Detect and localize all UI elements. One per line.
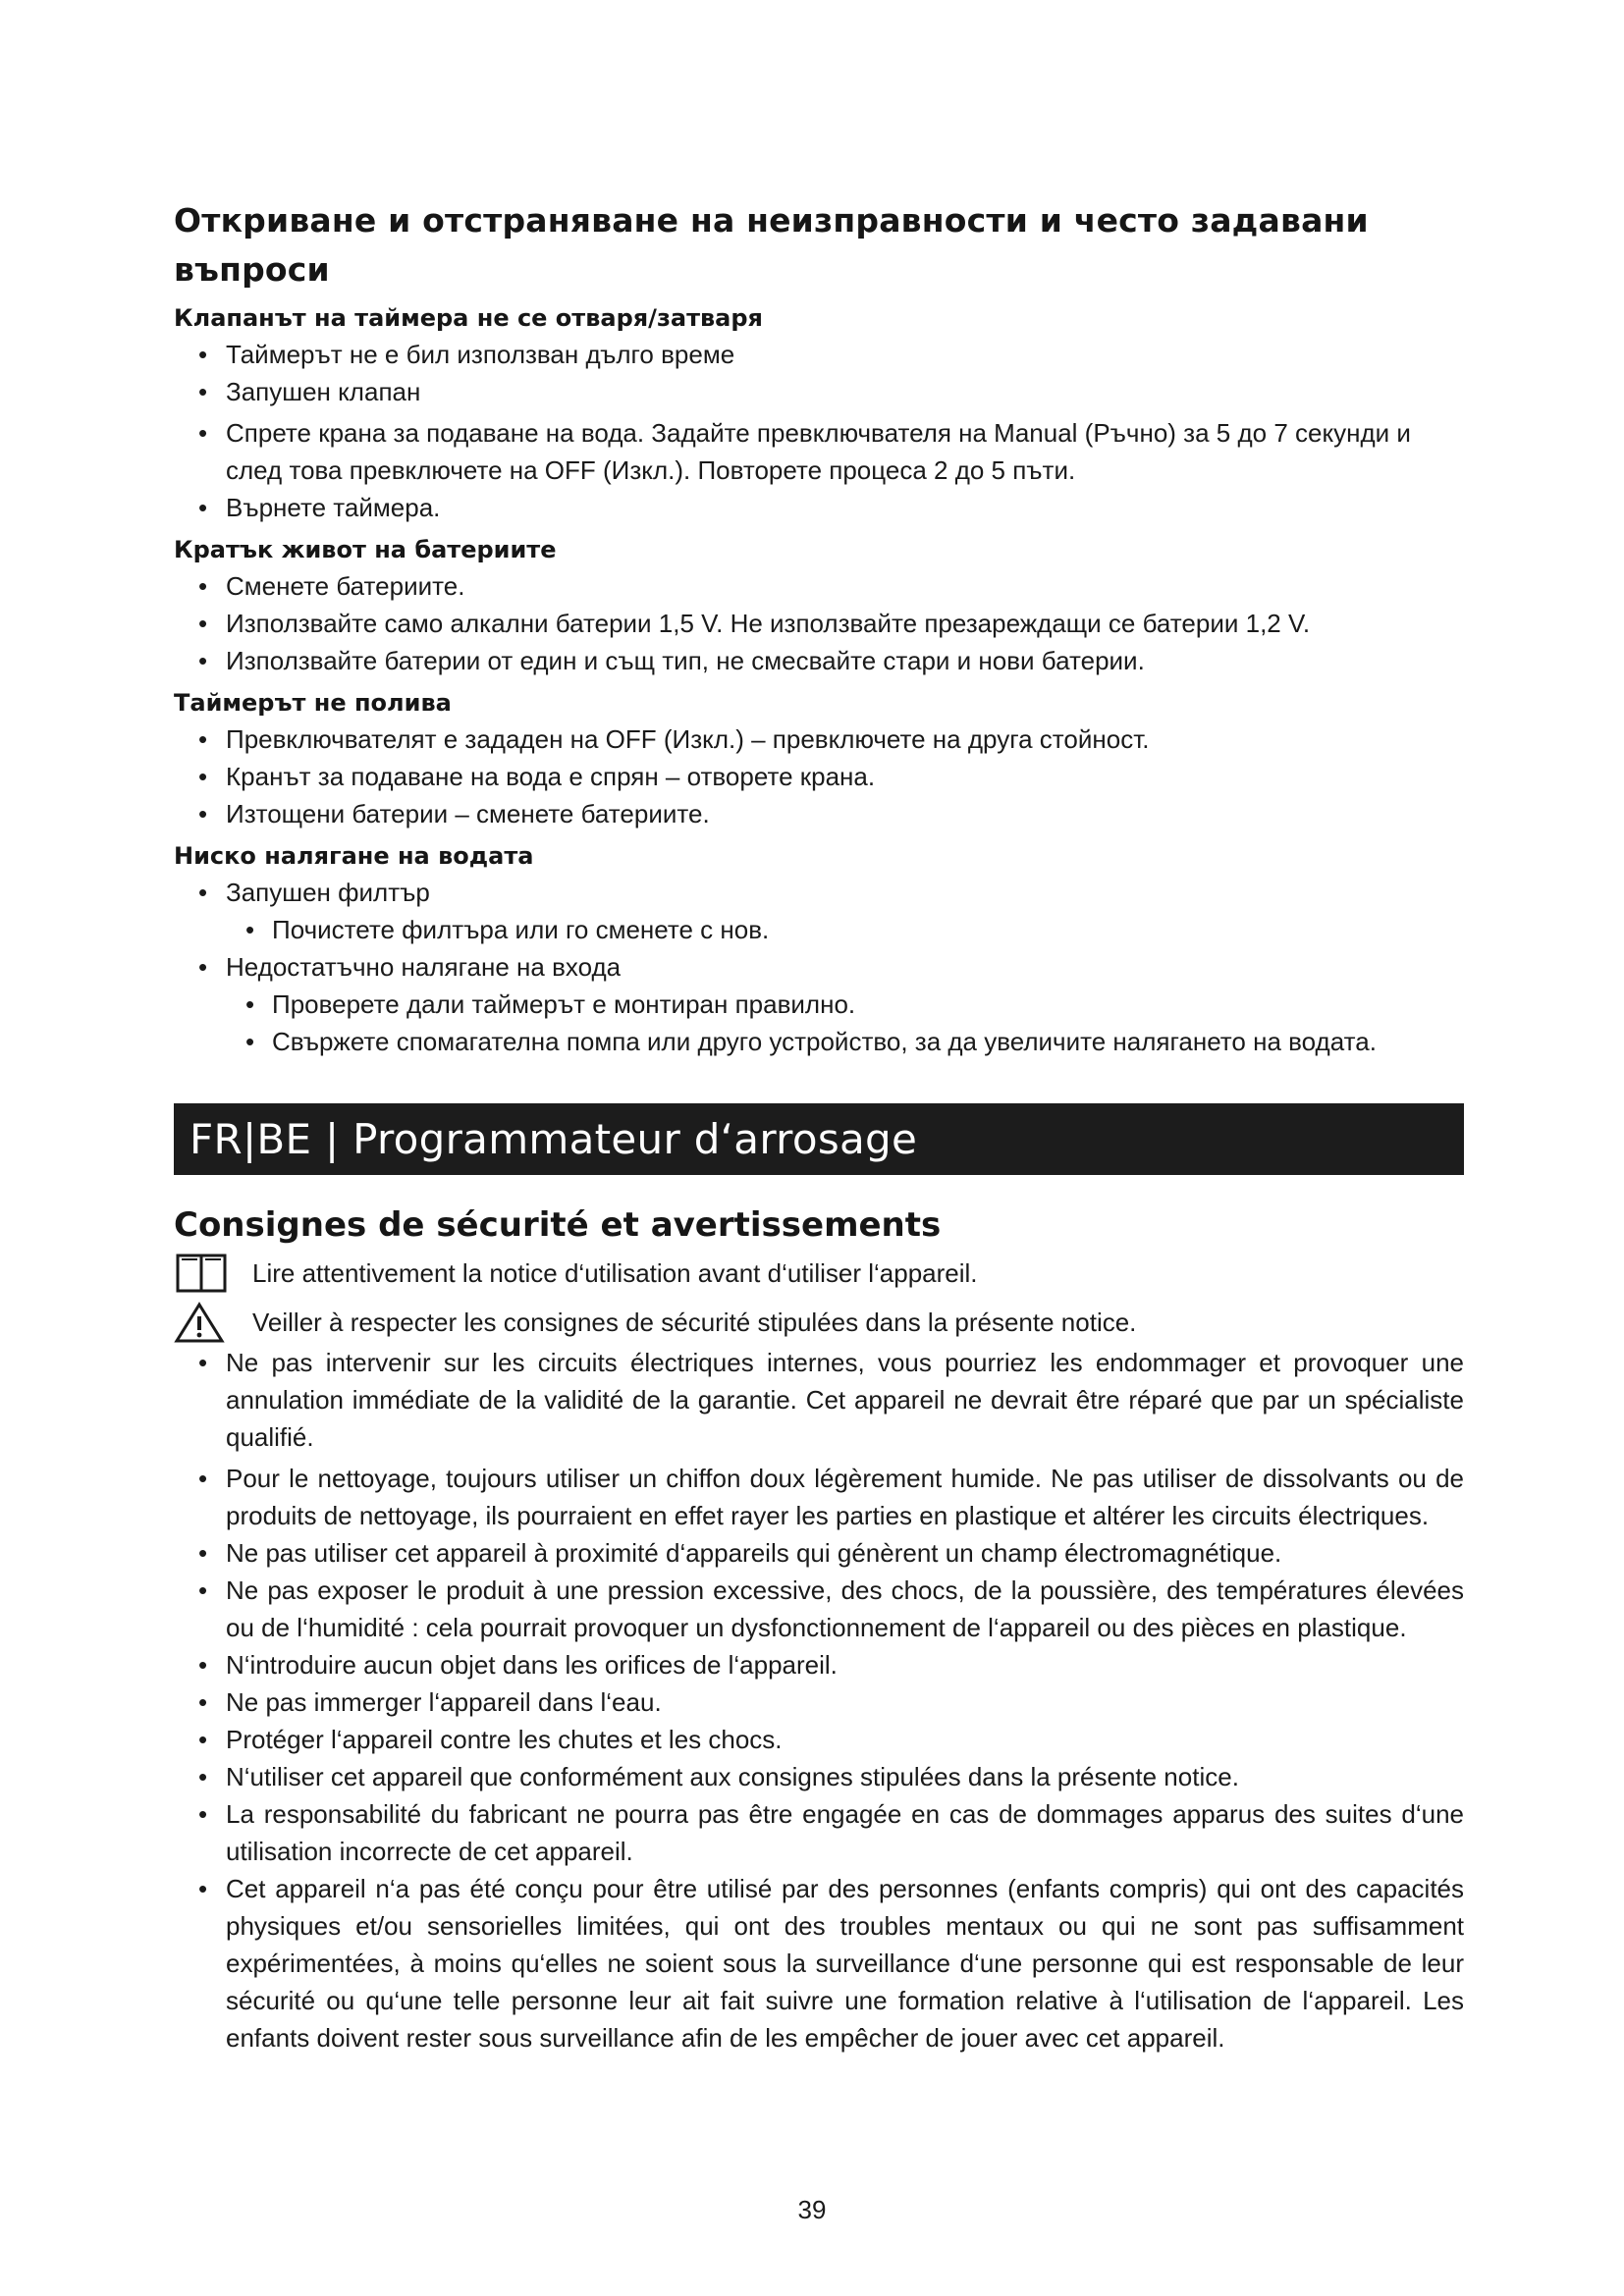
safety-title: Consignes de sécurité et avertissements (174, 1205, 942, 1245)
sub-bullet-list (226, 986, 1464, 1060)
section-heading: Ниско налягане на водата (174, 842, 534, 870)
list-item: • Ne pas immerger l‘appareil dans l‘eau. (174, 1683, 1464, 1721)
warning-text: Veiller à respecter les consignes de sécurité stipulées dans la présente notice. (252, 1308, 1137, 1337)
read-manual-text: Lire attentivement la notice d‘utilisation avant d‘utiliser l‘appareil. (252, 1258, 978, 1288)
list-item: • Ne pas exposer le produit à une pression excessive, des chocs, de la poussière, des températures élevées ou de l‘humidité : cela pourrait provoquer un dysfonctionnement de l‘appareil ou des pièces en plastique. (174, 1572, 1464, 1646)
list-item: • Protéger l‘appareil contre les chutes et les chocs. (174, 1721, 1464, 1758)
list-item: • La responsabilité du fabricant ne pourra pas être engagée en cas de dommages apparus des suites d‘une utilisation incorrecte de cet appareil. (174, 1795, 1464, 1870)
list-item: • Използвайте само алкални батерии 1,5 V. Не използвайте презареждащи се батерии 1,2 V. (174, 605, 1464, 642)
list-item: • N‘introduire aucun objet dans les orifices de l‘appareil. (174, 1646, 1464, 1683)
read-manual-note (174, 1252, 1464, 1295)
list-item: • Използвайте батерии от един и същ тип, не смесвайте стари и нови батерии. (174, 642, 1464, 679)
sub-list-item: • Почистете филтъра или го сменете с нов. (174, 911, 1464, 948)
bullet-list (174, 721, 1464, 832)
section-heading: Кратък живот на батериите (174, 536, 557, 563)
page-content (174, 196, 1464, 2056)
list-item: • Таймерът не е бил използван дълго време (174, 336, 1464, 373)
list-item-text: Запушен филтър (226, 878, 430, 907)
list-item: • Сменете батериите. (174, 567, 1464, 605)
list-item: • Върнете таймера. (174, 489, 1464, 526)
list-item: • Ne pas utiliser cet appareil à proximité d‘appareils qui génèrent un champ électromagnétique. (174, 1534, 1464, 1572)
list-item: • Ne pas intervenir sur les circuits électriques internes, vous pourriez les endommager et provoquer une annulation immédiate de la validité de la garantie. Cet appareil ne devrait être réparé que par un spécialiste qualifié. (174, 1344, 1464, 1456)
list-item: • Спрете крана за подаване на вода. Задайте превключвателя на Manual (Ръчно) за 5 до 7 секунди и след това превключете на OFF (Изкл.). Повторете процеса 2 до 5 пъти. (174, 414, 1464, 489)
list-item: • Кранът за подаване на вода е спрян – отворете крана. (174, 758, 1464, 795)
book-icon (174, 1252, 252, 1295)
list-item: • Изтощени батерии – сменете батериите. (174, 795, 1464, 832)
list-item: • Cet appareil n‘a pas été conçu pour être utilisé par des personnes (enfants compris) qui ont des capacités physiques et/ou sensorielles limitées, qui ont des troubles mentaux ou qui ne sont pas suffisamment expérimentées, à moins qu‘elles ne soient sous la surveillance d‘une personne qui est responsable de leur sécurité ou qu‘une telle personne leur ait fait suivre une formation relative à l‘utilisation de l‘appareil. Les enfants doivent rester sous surveillance afin de les empêcher de jouer avec cet appareil. (174, 1870, 1464, 2056)
warning-icon (174, 1301, 252, 1344)
warning-note (174, 1301, 1464, 1344)
section-heading: Клапанът на таймера не се отваря/затваря (174, 304, 763, 332)
safety-bullet-list (174, 1344, 1464, 2056)
sub-list-item: • Проверете дали таймерът е монтиран правилно. (174, 986, 1464, 1023)
bullet-list (174, 336, 1464, 526)
sub-list-item: • Свържете спомагателна помпа или друго устройство, за да увеличите налягането на водата. (174, 1023, 1464, 1060)
list-item (174, 874, 1464, 948)
list-item: • N‘utiliser cet appareil que conformément aux consignes stipulées dans la présente notice. (174, 1758, 1464, 1795)
list-item-text: Недостатъчно налягане на входа (226, 952, 622, 982)
list-item: • Pour le nettoyage, toujours utiliser un chiffon doux légèrement humide. Ne pas utiliser de dissolvants ou de produits de nettoyage, ils pourraient en effet rayer les parties en plastique et altérer les circuits électriques. (174, 1460, 1464, 1534)
list-item: • Запушен клапан (174, 373, 1464, 410)
sub-bullet-list (226, 911, 1464, 948)
language-section-banner: FR|BE | Programmateur d‘arrosage (174, 1103, 1464, 1175)
bullet-list (174, 567, 1464, 679)
bullet-list (174, 874, 1464, 1060)
page-number: 39 (797, 2195, 827, 2224)
section-heading: Таймерът не полива (174, 689, 452, 717)
troubleshooting-title: Откриване и отстраняване на неизправности и често задавани въпроси (174, 201, 1369, 289)
list-item: • Превключвателят е зададен на OFF (Изкл.) – превключете на друга стойност. (174, 721, 1464, 758)
list-item (174, 948, 1464, 1060)
